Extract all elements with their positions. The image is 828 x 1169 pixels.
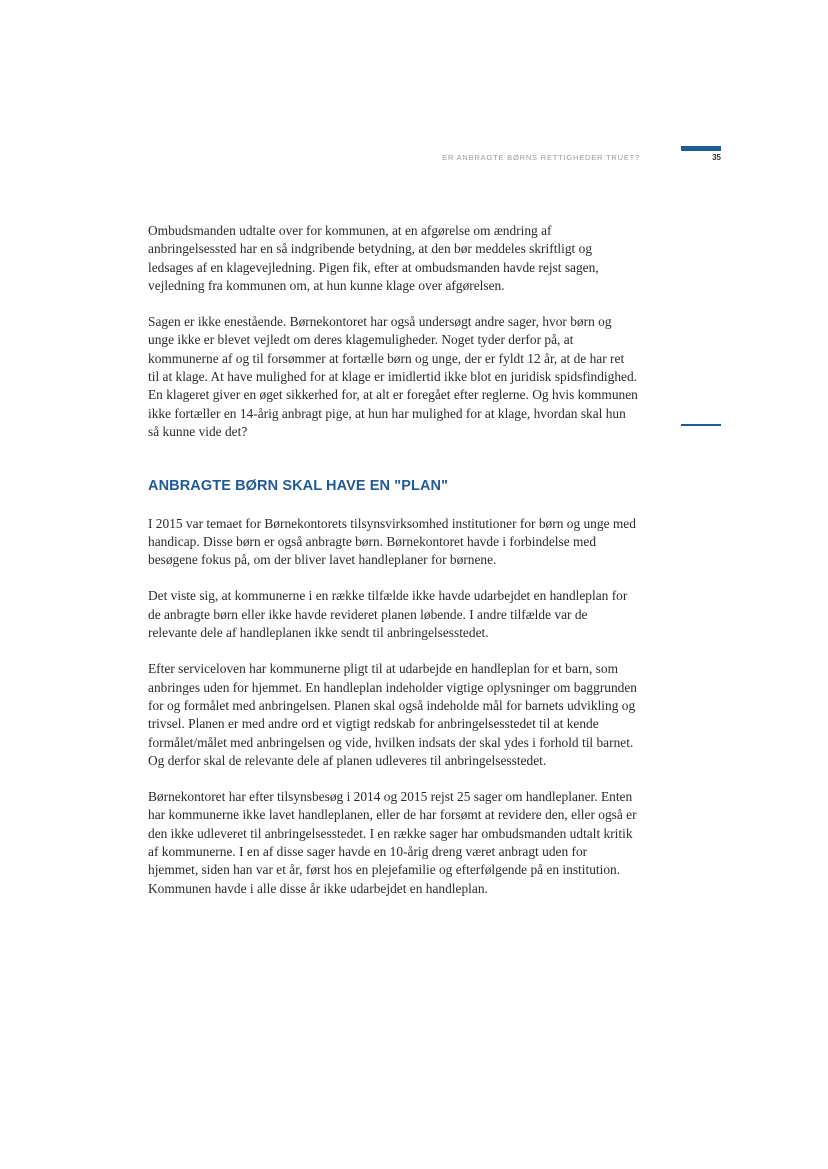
margin-rule (681, 424, 721, 426)
paragraph: Børnekontoret har efter tilsynsbesøg i 2014 og 2015 rejst 25 sager om handleplaner. Enten har kommunerne ikke lavet handleplanen, eller de har forsømt at revidere den, eller også er den ikke udleveret til anbringelsesstedet. I en række sager har ombudsmanden udtalt kritik af kommunerne. I en af disse sager havde en 10-årig dreng været anbragt uden for hjemmet, siden han var et år, først hos en plejefamilie og efterfølgende på en institution. Kommunen havde i alle disse år ikke udarbejdet en handleplan. (148, 789, 637, 896)
page-number-accent-bar (681, 146, 721, 151)
section-heading: ANBRAGTE BØRN SKAL HAVE EN "PLAN" (148, 478, 449, 495)
paragraph: Det viste sig, at kommunerne i en række tilfælde ikke havde udarbejdet en handleplan for de anbragte børn eller ikke havde revideret planen løbende. I andre tilfælde var de relevante dele af handleplanen ikke sendt til anbringelsesstedet. (148, 588, 628, 641)
paragraph: Efter serviceloven har kommunerne pligt til at udarbejde en handleplan for et barn, som anbringes uden for hjemmet. En handleplan indeholder vigtige oplysninger om baggrunden for og formålet med anbringelsen. Planen skal også indeholde mål for barnets udvikling og trivsel. Planen er med andre ord et vigtigt redskab for anbringelsesstedet til at kende formålet/målet med anbringelsen og vide, hvilken indsats der skal ydes i forhold til barnet. Og derfor skal de relevante dele af planen udleveres til anbringelsesstedet. (148, 661, 638, 768)
page-number: 35 (712, 153, 721, 162)
paragraph: I 2015 var temaet for Børnekontorets tilsynsvirksomhed institutioner for børn og unge med handicap. Disse børn er også anbragte børn. Børnekontoret havde i forbindelse med besøgene fokus på, om der bliver lavet handleplaner for børnene. (148, 515, 636, 568)
running-header: ER ANBRAGTE BØRNS RETTIGHEDER TRUET? (442, 153, 640, 162)
body-text (148, 222, 638, 916)
paragraph: Ombudsmanden udtalte over for kommunen, at en afgørelse om ændring af anbringelsessted har en så indgribende betydning, at den bør meddeles skriftligt og ledsages af en klagevejledning. Pigen fik, efter at ombudsmanden havde rejst sagen, vejledning fra kommunen om, at hun kunne klage over afgørelsen. (148, 223, 599, 293)
paragraph: Sagen er ikke enestående. Børnekontoret har også undersøgt andre sager, hvor børn og unge ikke er blevet vejledt om deres klagemuligheder. Noget tyder derfor på, at kommunerne af og til forsømmer at fortælle børn og unge, der er fyldt 12 år, at de har ret til at klage. At have mulighed for at klage er imidlertid ikke blot en juridisk spidsfindighed. En klageret giver en øget sikkerhed for, at alt er foregået efter reglerne. Og hvis kommunen ikke fortæller en 14-årig anbragt pige, at hun har mulighed for at klage, hvordan skal hun så kunne vide det? (148, 314, 638, 439)
